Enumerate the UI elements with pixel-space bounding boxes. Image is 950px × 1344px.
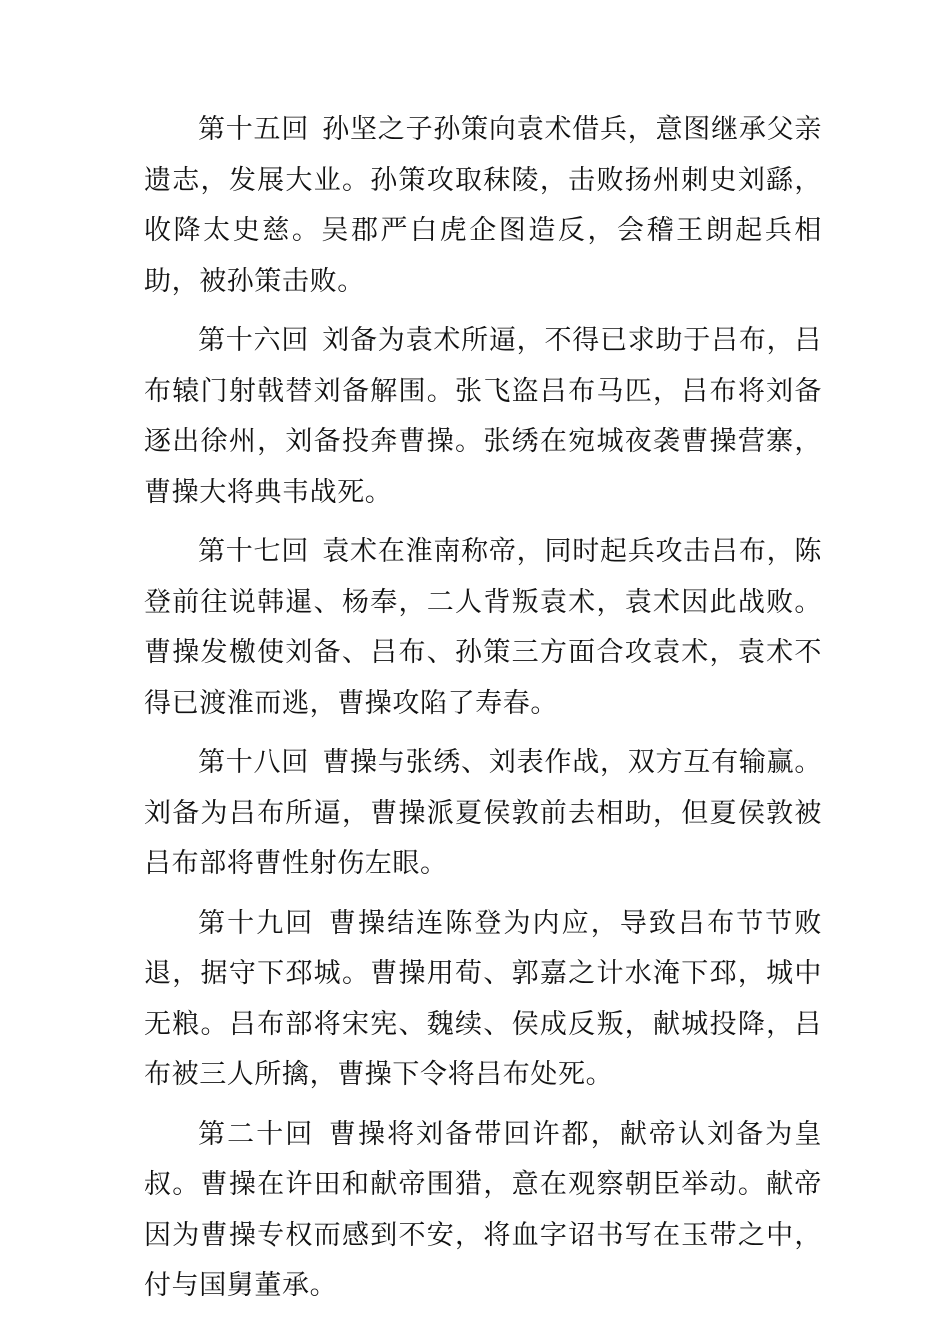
chapter-heading: 第十五回: [198, 114, 310, 145]
chapter-summary-19: [144, 899, 822, 1101]
chapter-text: 刘备为袁术所逼，不得已求助于吕布，吕布辕门射戟替刘备解围。张飞盗吕布马匹，吕布将刘备逐出徐州，刘备投奔曹操。张绣在宛城夜袭曹操营寨，曹操大将典韦战死。: [144, 325, 822, 508]
chapter-text: 孙坚之子孙策向袁术借兵，意图继承父亲遗志，发展大业。孙策攻取秣陵，击败扬州刺史刘繇，收降太史慈。吴郡严白虎企图造反，会稽王朗起兵相助，被孙策击败。: [144, 114, 822, 297]
document-page: [144, 105, 822, 1321]
chapter-heading: 第十九回: [198, 907, 315, 939]
chapter-summary-20: [144, 1110, 822, 1312]
chapter-heading: 第十七回: [198, 536, 310, 567]
chapter-heading: 第十六回: [198, 325, 310, 356]
chapter-summary-15: [144, 105, 822, 307]
chapter-text: 袁术在淮南称帝，同时起兵攻击吕布，陈登前往说韩暹、杨奉，二人背叛袁术，袁术因此战败。曹操发檄使刘备、吕布、孙策三方面合攻袁术，袁术不得已渡淮而逃，曹操攻陷了寿春。: [144, 536, 822, 719]
chapter-text: 曹操将刘备带回许都，献帝认刘备为皇叔。曹操在许田和献帝围猎，意在观察朝臣举动。献帝因为曹操专权而感到不安，将血字诏书写在玉带之中，付与国舅董承。: [144, 1118, 823, 1301]
chapter-heading: 第二十回: [198, 1118, 315, 1150]
chapter-text: 曹操与张绣、刘表作战，双方互有输赢。刘备为吕布所逼，曹操派夏侯敦前去相助，但夏侯敦被吕布部将曹性射伤左眼。: [144, 747, 822, 879]
chapter-summary-16: [144, 316, 822, 518]
chapter-summary-17: [144, 527, 822, 729]
chapter-heading: 第十八回: [198, 747, 310, 778]
chapter-text: 曹操结连陈登为内应，导致吕布节节败退，据守下邳城。曹操用荀、郭嘉之计水淹下邳，城中无粮。吕布部将宋宪、魏续、侯成反叛，献城投降，吕布被三人所擒，曹操下令将吕布处死。: [144, 907, 823, 1090]
chapter-summary-18: [144, 738, 822, 890]
